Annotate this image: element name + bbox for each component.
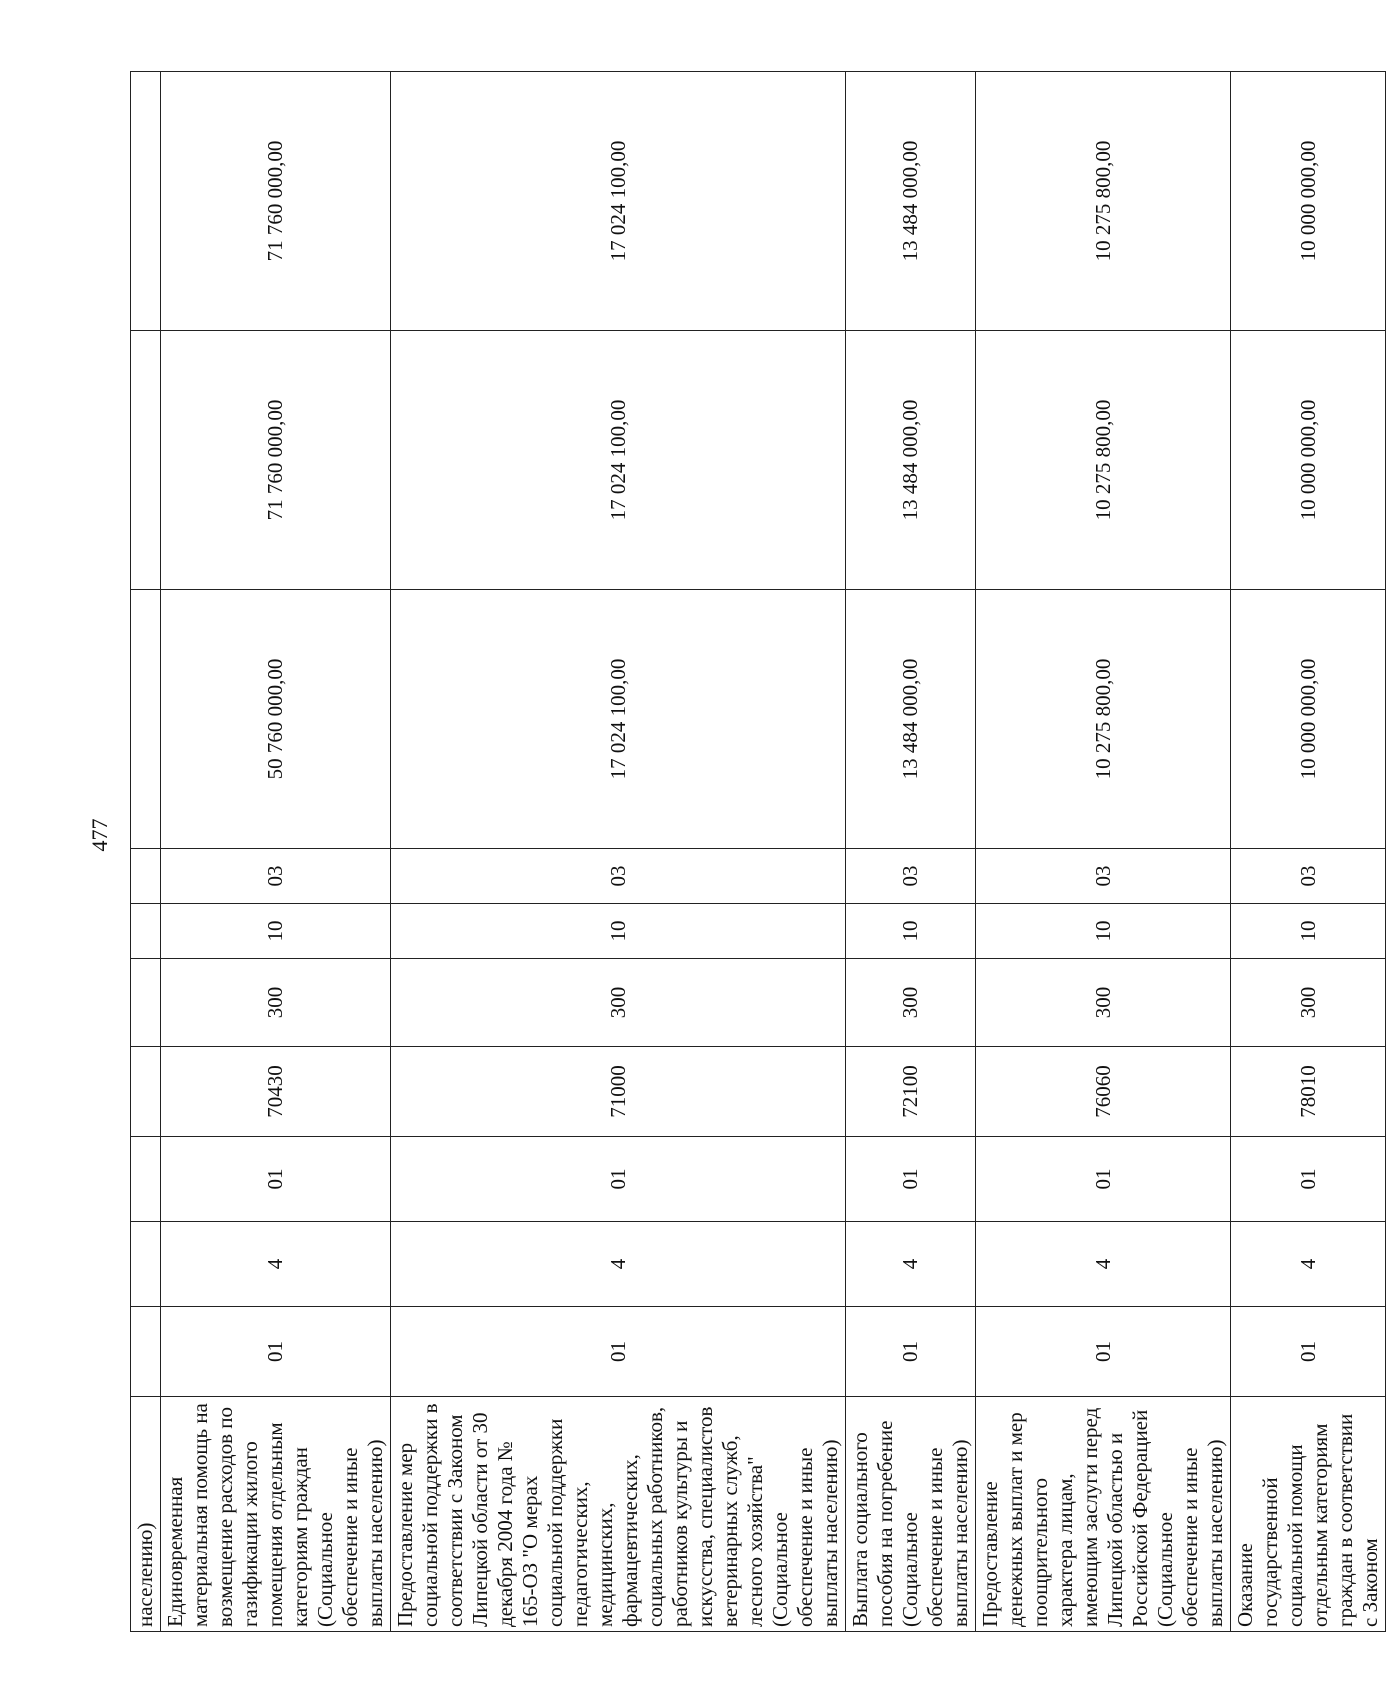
table-row — [976, 72, 1231, 1632]
table-cell: 03 — [846, 849, 976, 904]
table-cell: 01 — [846, 1307, 976, 1397]
table-cell: 71 760 000,00 — [161, 331, 391, 590]
table-cell: 01 — [161, 1137, 391, 1222]
table-cell: 17 024 100,00 — [391, 590, 846, 849]
table-cell — [131, 1307, 161, 1397]
table-cell — [131, 1137, 161, 1222]
table-cell — [131, 72, 161, 331]
table-cell: 01 — [391, 1137, 846, 1222]
table-cell: 300 — [976, 959, 1231, 1047]
table-cell: 10 — [1231, 904, 1386, 959]
table-cell — [131, 331, 161, 590]
table-cell: 01 — [391, 1307, 846, 1397]
table-cell: 17 024 100,00 — [391, 72, 846, 331]
table-cell: 4 — [391, 1222, 846, 1307]
table-cell: 01 — [976, 1137, 1231, 1222]
table-cell: 10 — [391, 904, 846, 959]
table-cell: 78010 — [1231, 1047, 1386, 1137]
table-cell: 10 — [161, 904, 391, 959]
table-row — [391, 72, 846, 1632]
table-cell: 03 — [976, 849, 1231, 904]
table-cell: 300 — [1231, 959, 1386, 1047]
row-name: Выплата социального пособия на погребение (Социальное обеспечение и иные выплаты населению) — [846, 1397, 976, 1632]
table-cell: 10 000 000,00 — [1231, 590, 1386, 849]
table-cell: 70430 — [161, 1047, 391, 1137]
table-cell: 4 — [1231, 1222, 1386, 1307]
table-cell: 13 484 000,00 — [846, 331, 976, 590]
table-cell: 72100 — [846, 1047, 976, 1137]
row-name: населению) — [131, 1397, 161, 1632]
table-cell — [131, 849, 161, 904]
table-cell — [131, 959, 161, 1047]
table-cell: 300 — [391, 959, 846, 1047]
row-name: Единовременная материальная помощь на возмещение расходов по газификации жилого помещения отдельным категориям граждан (Социальное обеспечение и иные выплаты населению) — [161, 1397, 391, 1632]
table-cell: 13 484 000,00 — [846, 72, 976, 331]
table-cell: 4 — [161, 1222, 391, 1307]
budget-table-rotated — [130, 72, 1382, 1632]
table-cell: 10 275 800,00 — [976, 331, 1231, 590]
table-cell: 300 — [161, 959, 391, 1047]
table-cell: 10 275 800,00 — [976, 590, 1231, 849]
table-cell: 10 000 000,00 — [1231, 331, 1386, 590]
table-cell: 71 760 000,00 — [161, 72, 391, 331]
table-cell: 17 024 100,00 — [391, 331, 846, 590]
table-cell — [131, 590, 161, 849]
table-cell: 01 — [846, 1137, 976, 1222]
budget-table — [130, 71, 1386, 1632]
table-row — [131, 72, 161, 1632]
table-cell: 01 — [1231, 1137, 1386, 1222]
table-cell: 03 — [161, 849, 391, 904]
table-cell: 4 — [846, 1222, 976, 1307]
table-cell: 10 — [846, 904, 976, 959]
table-row — [1231, 72, 1386, 1632]
table-cell — [131, 904, 161, 959]
table-cell: 4 — [976, 1222, 1231, 1307]
table-cell: 76060 — [976, 1047, 1231, 1137]
table-cell: 01 — [976, 1307, 1231, 1397]
row-name: Предоставление мер социальной поддержки в соответствии с Законом Липецкой области от 30 декабря 2004 года № 165-ОЗ "О мерах социальной поддержки педагогических, медицинских, фармацевтических, социальных работников, работников культуры и искусства, специалистов ветеринарных служб, лесного хозяйства" (Социальное обеспечение и иные выплаты населению) — [391, 1397, 846, 1632]
table-cell — [131, 1222, 161, 1307]
table-cell: 01 — [161, 1307, 391, 1397]
table-cell: 10 000 000,00 — [1231, 72, 1386, 331]
table-cell: 10 275 800,00 — [976, 72, 1231, 331]
table-row — [161, 72, 391, 1632]
table-cell: 10 — [976, 904, 1231, 959]
row-name: Предоставление денежных выплат и мер поощрительного характера лицам, имеющим заслуги перед Липецкой областью и Российской Федерацией (Социальное обеспечение и иные выплаты населению) — [976, 1397, 1231, 1632]
table-cell — [131, 1047, 161, 1137]
table-cell: 50 760 000,00 — [161, 590, 391, 849]
page-number: 477 — [87, 818, 112, 852]
table-cell: 03 — [391, 849, 846, 904]
table-cell: 03 — [1231, 849, 1386, 904]
table-row — [846, 72, 976, 1632]
row-name: Оказание государственной социальной помощи отдельным категориям граждан в соответствии с Законом — [1231, 1397, 1386, 1632]
table-cell: 300 — [846, 959, 976, 1047]
table-cell: 71000 — [391, 1047, 846, 1137]
table-cell: 13 484 000,00 — [846, 590, 976, 849]
table-cell: 01 — [1231, 1307, 1386, 1397]
